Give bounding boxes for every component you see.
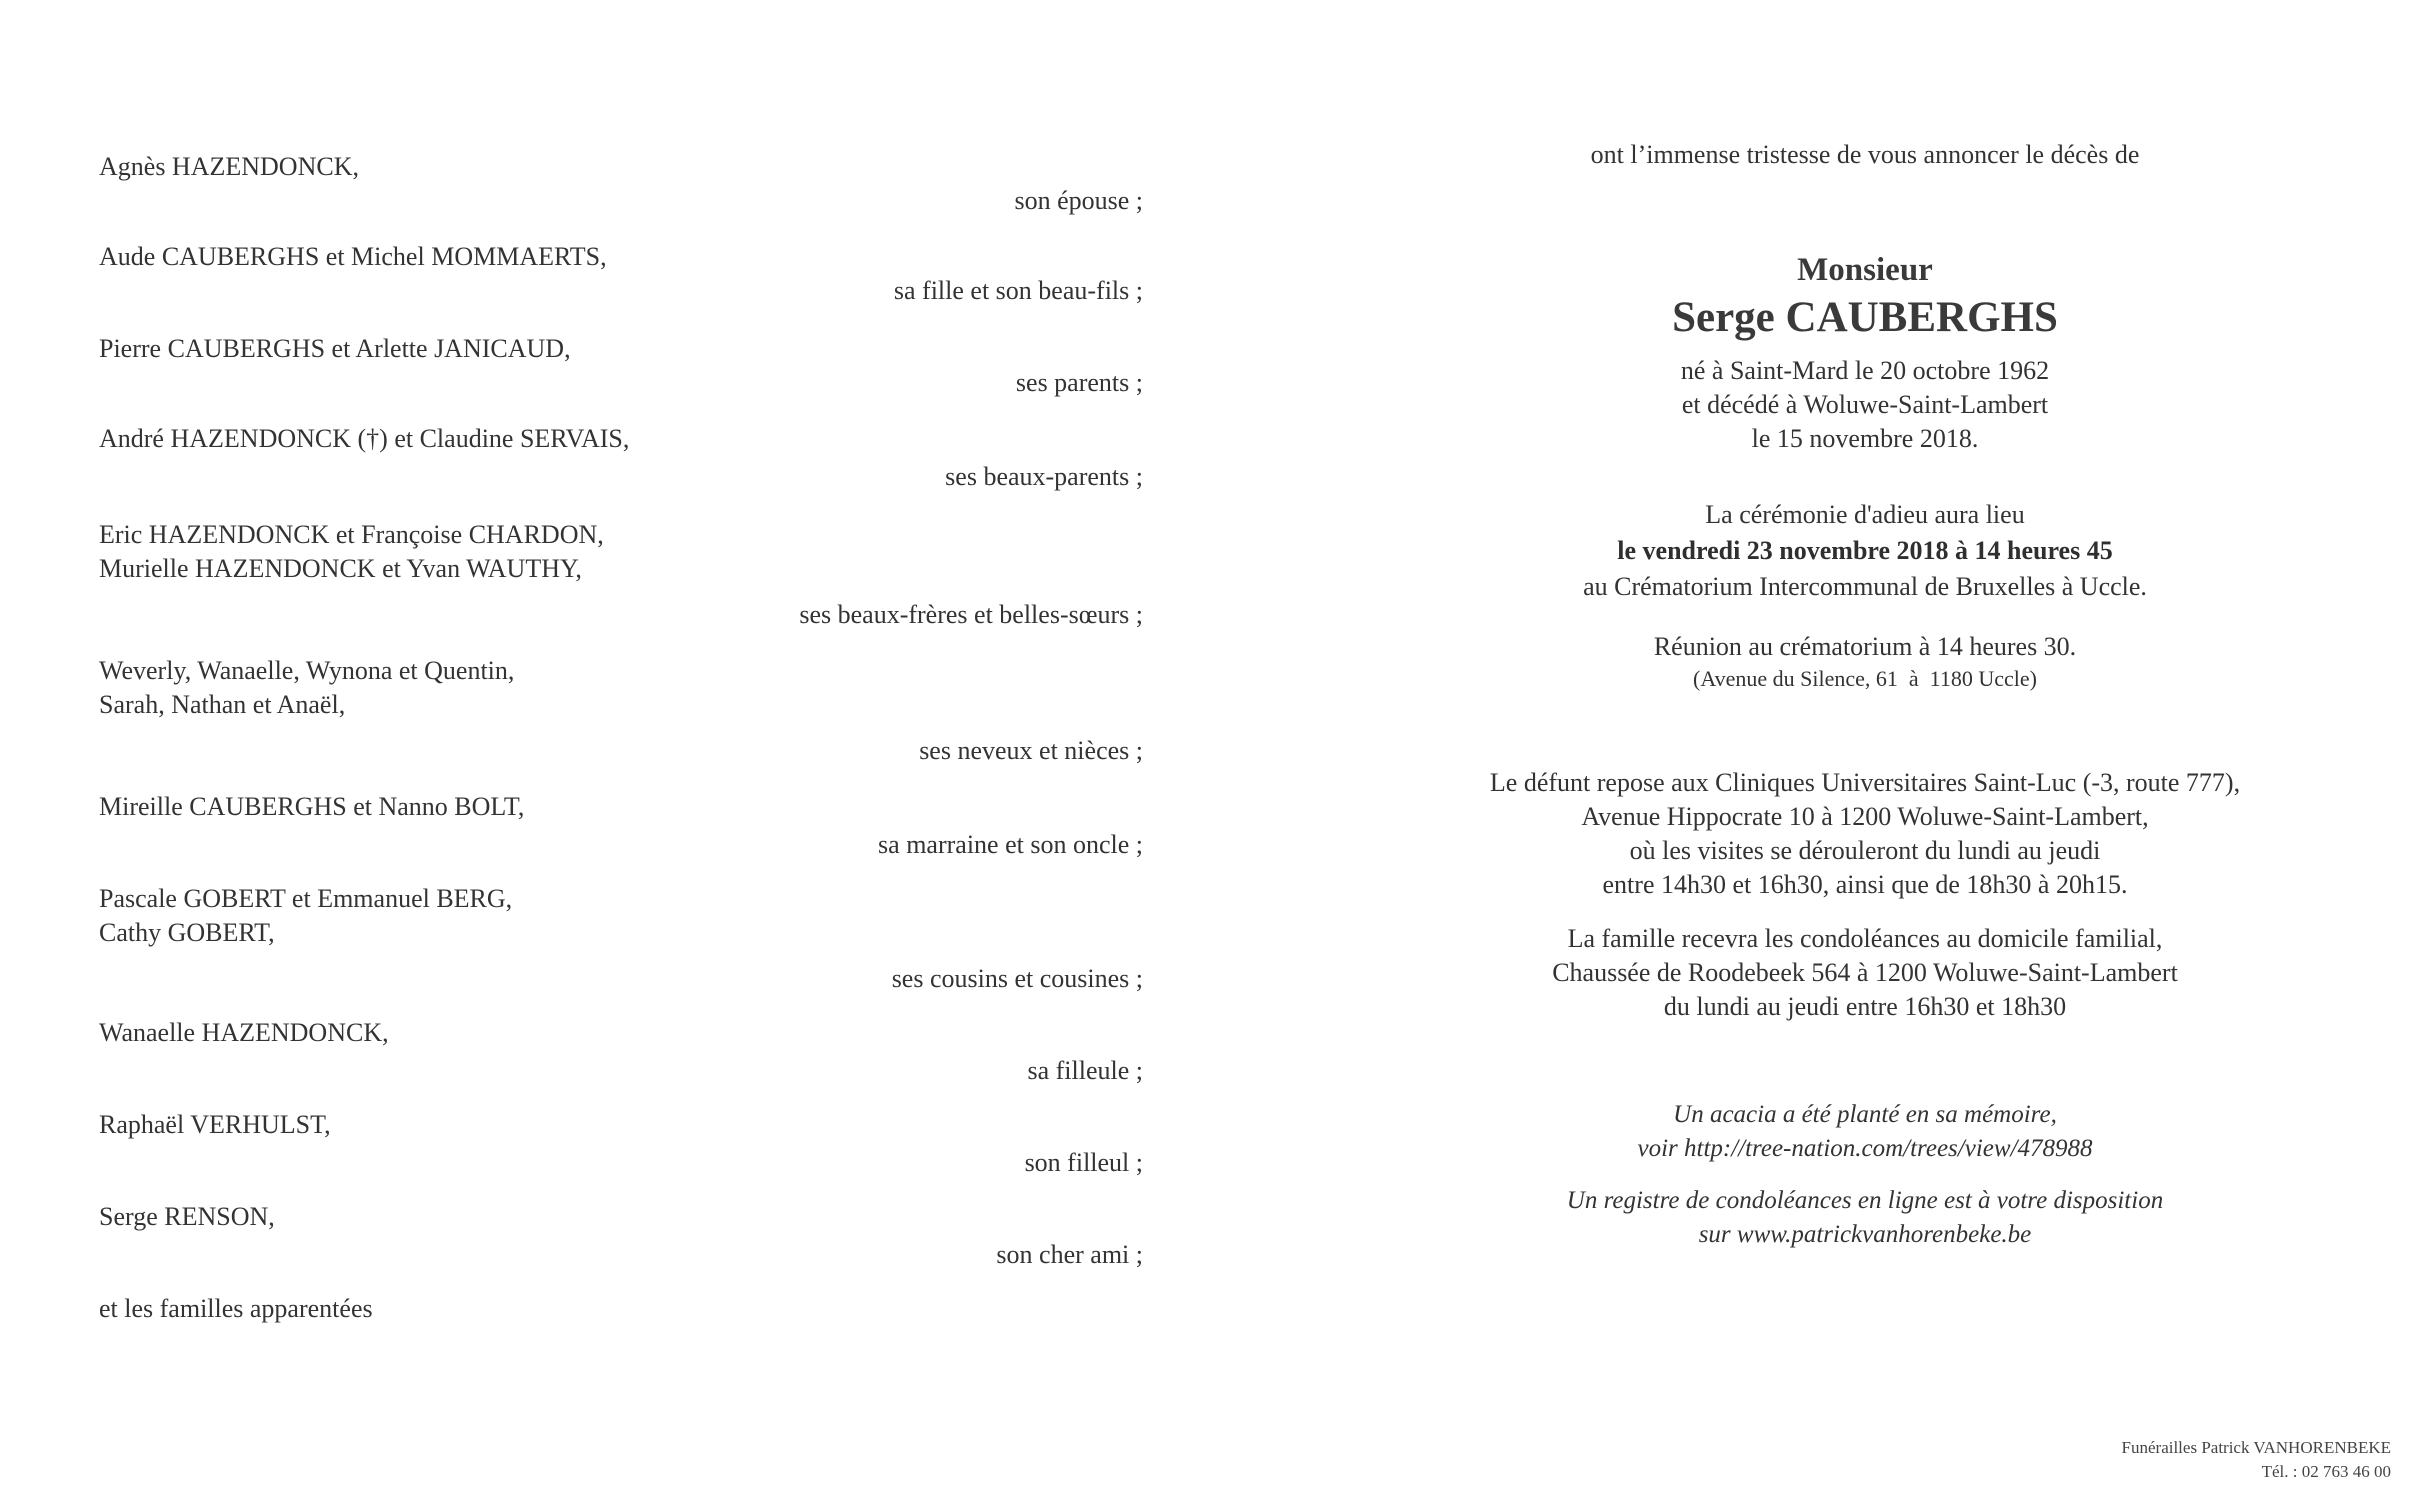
family-names: Eric HAZENDONCK et Françoise CHARDON, [99,520,604,549]
family-names: Cathy GOBERT, [99,918,275,947]
family-names: Weverly, Wanaelle, Wynona et Quentin, [99,656,515,685]
family-entry [99,1016,1143,1088]
online-registry [1415,1184,2315,1252]
registry-line: Un registre de condoléances en ligne est à votre disposition [1566,1187,2164,1214]
family-names: Agnès HAZENDONCK, [99,152,359,181]
family-names: Serge RENSON, [99,1202,275,1231]
death-date-line: le 15 novembre 2018. [1751,424,1979,453]
deceased-name: Serge CAUBERGHS [1672,294,2058,341]
family-relation: ses beaux-parents ; [945,462,1143,491]
family-entry [99,1108,1143,1180]
family-names: Pierre CAUBERGHS et Arlette JANICAUD, [99,334,571,363]
honorific-title: Monsieur [1797,252,1933,288]
family-entry [99,240,1143,308]
family-relation: son cher ami ; [996,1240,1143,1269]
family-entry [99,882,1143,996]
family-names: Mireille CAUBERGHS et Nanno BOLT, [99,792,525,821]
registry-link[interactable]: sur www.patrickvanhorenbeke.be [1698,1221,2032,1248]
family-relation: ses beaux-frères et belles-sœurs ; [799,600,1143,629]
family-relation: sa fille et son beau-fils ; [893,276,1143,305]
meeting-line: Réunion au crématorium à 14 heures 30. [1653,632,2077,661]
condolences-info [1415,922,2315,1024]
family-relation: sa marraine et son oncle ; [878,830,1143,859]
family-names: Murielle HAZENDONCK et Yvan WAUTHY, [99,554,582,583]
intro-text: ont l’immense tristesse de vous annoncer le décès de [1590,140,2140,169]
repose-line: où les visites se dérouleront du lundi au jeudi [1629,836,2101,865]
tree-line: Un acacia a été planté en sa mémoire, [1673,1101,2057,1128]
family-relation: sa filleule ; [1027,1056,1143,1085]
announcement [1415,138,2315,1252]
family-relation: ses parents ; [1015,368,1143,397]
birth-line: né à Saint-Mard le 20 octobre 1962 [1680,356,2050,385]
ceremony-date: le vendredi 23 novembre 2018 à 14 heures 45 [1617,536,2113,565]
crematorium-address: (Avenue du Silence, 61 à 1180 Uccle) [1693,666,2037,691]
meeting-info [1415,630,2315,694]
family-entry [99,654,1143,768]
birth-death-info [1415,354,2315,456]
family-names: Wanaelle HAZENDONCK, [99,1018,389,1047]
tree-link[interactable]: voir http://tree-nation.com/trees/view/478988 [1637,1135,2093,1162]
repose-line: entre 14h30 et 16h30, ainsi que de 18h30 à 20h15. [1602,870,2128,899]
funeral-home-phone: Tél. : 02 763 46 00 [2261,1462,2391,1481]
tree-memorial [1415,1098,2315,1166]
ceremony-info [1415,498,2315,604]
family-entry [99,332,1143,400]
family-entry [99,422,1143,494]
related-families: et les familles apparentées [99,1294,373,1323]
family-relation: son filleul ; [1024,1148,1143,1177]
family-relation: son épouse ; [1014,186,1143,215]
condolences-line: du lundi au jeudi entre 16h30 et 18h30 [1663,992,2067,1021]
family-names: André HAZENDONCK (†) et Claudine SERVAIS, [99,424,630,453]
repose-info [1415,766,2315,902]
family-relation: ses cousins et cousines ; [891,964,1143,993]
family-names: Sarah, Nathan et Anaël, [99,690,346,719]
family-entry [99,1200,1143,1272]
family-list [99,150,1143,1326]
death-place-line: et décédé à Woluwe-Saint-Lambert [1681,390,2049,419]
ceremony-intro: La cérémonie d'adieu aura lieu [1705,500,2025,529]
family-names: Aude CAUBERGHS et Michel MOMMAERTS, [99,242,607,271]
family-relation: ses neveux et nièces ; [919,736,1143,765]
family-names: Pascale GOBERT et Emmanuel BERG, [99,884,513,913]
condolences-line: Chaussée de Roodebeek 564 à 1200 Woluwe-Saint-Lambert [1552,958,2178,987]
repose-line: Avenue Hippocrate 10 à 1200 Woluwe-Saint-Lambert, [1581,802,2149,831]
family-entry [99,518,1143,632]
repose-line: Le défunt repose aux Cliniques Universitaires Saint-Luc (-3, route 777), [1489,768,2241,797]
family-names: Raphaël VERHULST, [99,1110,331,1139]
ceremony-place: au Crématorium Intercommunal de Bruxelles à Uccle. [1583,572,2147,601]
funeral-home-name: Funérailles Patrick VANHORENBEKE [2121,1438,2391,1457]
family-entry [99,150,1143,218]
condolences-line: La famille recevra les condoléances au domicile familial, [1567,924,2163,953]
family-entry [99,790,1143,862]
funeral-home-footer [2122,1436,2391,1484]
